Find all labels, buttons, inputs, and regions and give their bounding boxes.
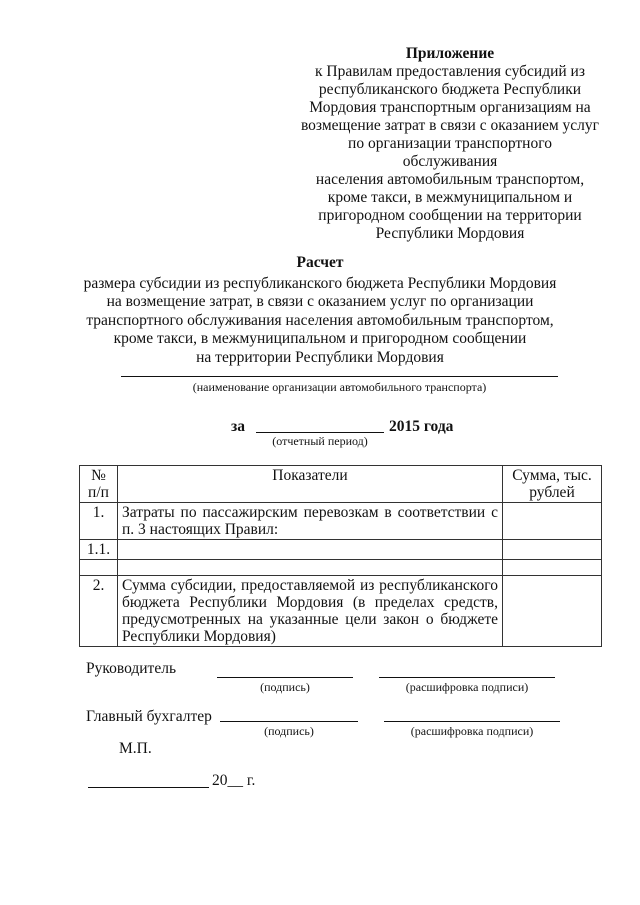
row-text[interactable]	[118, 560, 503, 576]
head-signature-caption: (подпись)	[260, 680, 310, 694]
row-sum-cell[interactable]	[503, 503, 602, 540]
header-sum: Сумма, тыс. рублей	[503, 466, 602, 503]
row-num: 1.1.	[80, 540, 118, 560]
row-num	[80, 560, 118, 576]
calculation-line: на возмещение затрат, в связи с оказанием услуг по организации	[106, 293, 534, 310]
row-num: 1.	[80, 503, 118, 540]
header-indicators: Показатели	[118, 466, 503, 503]
row-text[interactable]	[118, 540, 503, 560]
table-row	[80, 576, 602, 647]
calculation-line: транспортного обслуживания населения автомобильным транспортом,	[86, 311, 554, 329]
appendix-block	[300, 45, 600, 243]
head-signature-field[interactable]	[217, 663, 353, 678]
organization-name-field[interactable]	[121, 376, 558, 377]
row-sum-cell[interactable]	[503, 540, 602, 560]
table-row	[80, 540, 602, 560]
appendix-line: возмещение затрат в связи с оказанием услуг	[300, 117, 600, 134]
row-text: Затраты по пассажирским перевозкам в соответствии с п. 3 настоящих Правил:	[118, 503, 503, 540]
appendix-line: Республики Мордовия	[375, 225, 525, 242]
table-row	[80, 560, 602, 576]
organization-caption: (наименование организации автомобильного транспорта)	[192, 380, 487, 394]
appendix-line: кроме такси, в межмуниципальном и	[327, 189, 573, 206]
calculation-line: на территории Республики Мордовия	[196, 348, 444, 366]
period-year: 2015 года	[389, 418, 454, 435]
accountant-label: Главный бухгалтер	[86, 708, 212, 725]
reporting-period-field[interactable]	[256, 418, 384, 433]
appendix-line: к Правилам предоставления субсидий из	[315, 63, 585, 80]
period-prefix: за	[231, 418, 245, 435]
calculation-table	[79, 465, 602, 647]
appendix-line: населения автомобильным транспортом,	[315, 171, 585, 188]
calculation-line: размера субсидии из республиканского бюджета Республики Мордовия	[83, 274, 557, 292]
head-decode-caption: (расшифровка подписи)	[405, 680, 529, 694]
table-header-row	[80, 466, 602, 503]
head-label: Руководитель	[86, 660, 177, 677]
row-sum-cell[interactable]	[503, 560, 602, 576]
period-caption: (отчетный период)	[272, 434, 368, 448]
calculation-line: кроме такси, в межмуниципальном и пригородном сообщении	[113, 330, 527, 347]
appendix-line: Мордовия транспортным организациям на	[309, 99, 591, 116]
date-year: 20__ г.	[212, 772, 256, 789]
table-row	[80, 503, 602, 540]
accountant-signature-field[interactable]	[220, 707, 358, 722]
stamp-label: М.П.	[119, 740, 152, 757]
header-num: № п/п	[80, 466, 118, 503]
accountant-signature-caption: (подпись)	[264, 724, 314, 738]
appendix-title: Приложение	[405, 45, 495, 62]
row-sum-cell[interactable]	[503, 576, 602, 647]
appendix-line: пригородном сообщении на территории	[318, 207, 582, 224]
row-text: Сумма субсидии, предоставляемой из республиканского бюджета Республики Мордовия (в пределах средств, предусмотренных на указанные цели закон о бюджете Республики Мордовия)	[118, 576, 503, 647]
accountant-decode-field[interactable]	[384, 707, 560, 722]
appendix-line: республиканского бюджета Республики	[318, 81, 582, 98]
calculation-heading	[60, 254, 580, 367]
head-decode-field[interactable]	[379, 663, 555, 678]
appendix-line: по организации транспортного обслуживания	[348, 135, 552, 170]
date-field[interactable]	[88, 773, 209, 788]
row-num: 2.	[80, 576, 118, 647]
accountant-decode-caption: (расшифровка подписи)	[410, 724, 534, 738]
calculation-title: Расчет	[296, 254, 344, 271]
